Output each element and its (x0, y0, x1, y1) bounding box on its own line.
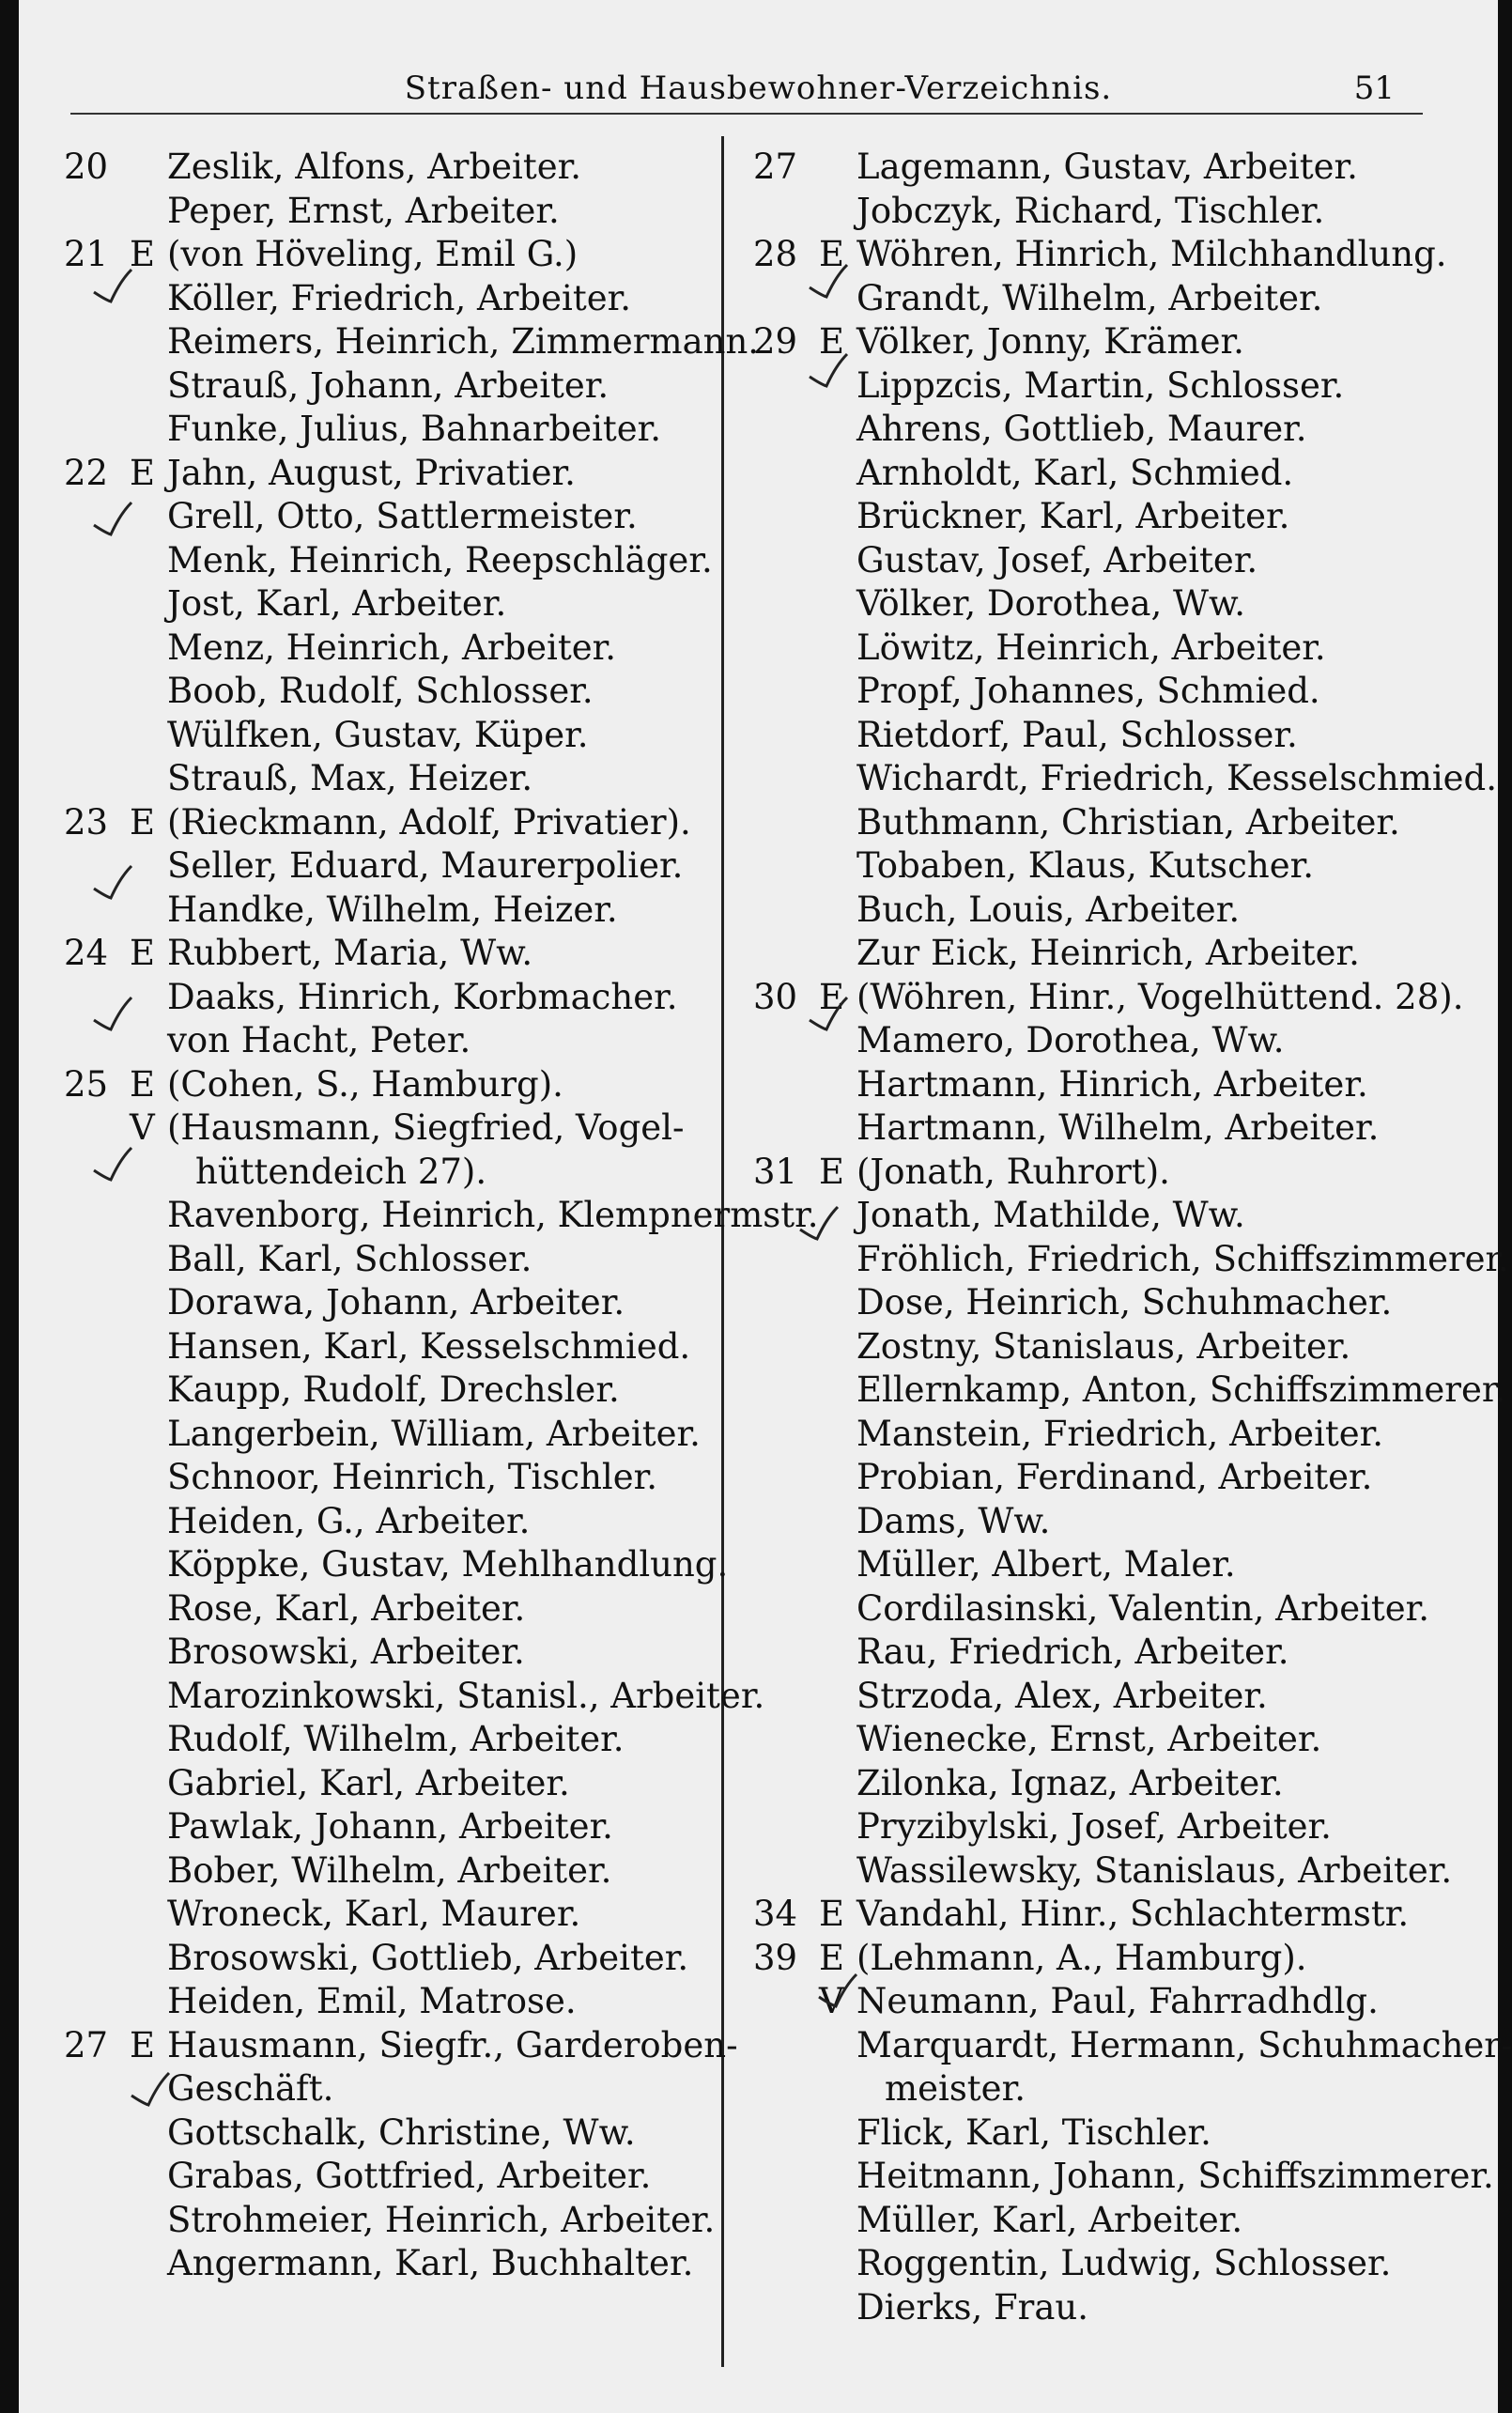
resident-text: Wroneck, Karl, Maurer. (167, 1894, 581, 1934)
resident-text: Ball, Karl, Schlosser. (167, 1238, 532, 1279)
directory-entry (64, 626, 712, 671)
resident-text: Bober, Wilhelm, Arbeiter. (167, 1849, 612, 1891)
house-number: 34 (753, 1894, 798, 1934)
house-number: 25 (64, 1063, 109, 1105)
directory-entry (64, 1369, 712, 1413)
directory-entry (64, 1762, 712, 1806)
ownership-mark: E (819, 1151, 845, 1192)
ownership-mark: E (130, 452, 156, 493)
directory-entry (64, 452, 712, 496)
directory-entry (753, 1718, 1467, 1762)
directory-entry (753, 408, 1467, 452)
resident-text: Menz, Heinrich, Arbeiter. (167, 626, 617, 668)
resident-text: Jonath, Mathilde, Ww. (856, 1195, 1245, 1235)
resident-text: Reimers, Heinrich, Zimmermann. (167, 321, 760, 362)
house-number: 24 (64, 933, 109, 973)
resident-text: Dams, Ww. (856, 1500, 1051, 1541)
directory-entry (753, 2286, 1467, 2330)
directory-entry (753, 2024, 1512, 2068)
directory-entry (753, 844, 1467, 889)
house-number: 27 (753, 147, 798, 187)
directory-entry (64, 582, 712, 626)
resident-text: Handke, Wilhelm, Heizer. (167, 889, 618, 930)
house-number: 22 (64, 452, 109, 493)
resident-text: Fröhlich, Friedrich, Schiffszimmerer. (856, 1238, 1509, 1279)
resident-text: Rubbert, Maria, Ww. (167, 933, 533, 973)
resident-text: (Lehmann, A., Hamburg). (856, 1937, 1307, 1978)
resident-text: Ravenborg, Heinrich, Klempnermstr. (167, 1195, 819, 1235)
resident-text: Flick, Karl, Tischler. (856, 2111, 1211, 2153)
resident-text: Cordilasinski, Valentin, Arbeiter. (856, 1587, 1430, 1629)
directory-entry (753, 2242, 1467, 2286)
directory-entry (753, 1106, 1467, 1151)
house-number: 31 (753, 1151, 798, 1192)
directory-entry (64, 190, 712, 234)
header-rule (70, 113, 1423, 115)
directory-entry (753, 1281, 1467, 1325)
resident-text: Pawlak, Johann, Arbeiter. (167, 1806, 613, 1847)
directory-entry (753, 1413, 1467, 1457)
directory-entry (753, 2067, 1467, 2111)
resident-text: Peper, Ernst, Arbeiter. (167, 190, 560, 231)
directory-entry (753, 364, 1467, 409)
resident-text: meister. (885, 2068, 1026, 2109)
ownership-mark: E (819, 976, 845, 1017)
directory-entry (753, 626, 1467, 671)
directory-entry (64, 670, 712, 714)
directory-entry (64, 539, 712, 583)
directory-entry (753, 539, 1467, 583)
resident-text: Rose, Karl, Arbeiter. (167, 1587, 526, 1629)
directory-entry (64, 1675, 765, 1719)
directory-entry (64, 976, 712, 1020)
page-header (19, 62, 1498, 118)
resident-text: Rau, Friedrich, Arbeiter. (856, 1632, 1289, 1672)
directory-entry (753, 1151, 1467, 1195)
ownership-mark: V (819, 1981, 844, 2021)
directory-entry (753, 1238, 1509, 1282)
ownership-mark: E (819, 1894, 845, 1934)
directory-entry (64, 2242, 712, 2286)
directory-entry (753, 932, 1467, 976)
house-number: 30 (753, 976, 798, 1017)
directory-entry (753, 1631, 1467, 1675)
house-number: 29 (753, 321, 798, 362)
house-number: 21 (64, 234, 109, 274)
resident-text: Propf, Johannes, Schmied. (856, 671, 1320, 711)
resident-text: Roggentin, Ludwig, Schlosser. (856, 2243, 1392, 2283)
directory-entry (64, 1281, 712, 1325)
right-column (753, 146, 1512, 2329)
directory-entry (64, 932, 712, 976)
directory-entry (753, 670, 1467, 714)
resident-text: Brückner, Karl, Arbeiter. (856, 496, 1290, 536)
resident-text: Löwitz, Heinrich, Arbeiter. (856, 626, 1326, 668)
directory-entry (753, 1849, 1467, 1894)
directory-entry (753, 277, 1467, 321)
ownership-mark: E (130, 234, 156, 274)
resident-text: Hartmann, Hinrich, Arbeiter. (856, 1063, 1368, 1105)
directory-entry (753, 757, 1498, 801)
resident-text: Ellernkamp, Anton, Schiffszimmerer. (856, 1369, 1506, 1410)
directory-entry (64, 1413, 712, 1457)
resident-text: (von Höveling, Emil G.) (167, 234, 579, 274)
directory-entry (64, 1937, 712, 1981)
resident-text: Buthmann, Christian, Arbeiter. (856, 801, 1400, 843)
directory-entry (64, 1456, 712, 1500)
ownership-mark: E (819, 234, 845, 274)
resident-text: hüttendeich 27). (195, 1151, 487, 1192)
ownership-mark: V (130, 1107, 155, 1148)
page-number: 51 (1353, 70, 1395, 107)
directory-entry (753, 1019, 1467, 1063)
resident-text: Gabriel, Karl, Arbeiter. (167, 1762, 570, 1803)
resident-text: Kaupp, Rudolf, Drechsler. (167, 1369, 620, 1410)
resident-text: Rudolf, Wilhelm, Arbeiter. (167, 1719, 625, 1759)
directory-entry (64, 1238, 712, 1282)
resident-text: Langerbein, William, Arbeiter. (167, 1413, 701, 1454)
resident-text: Strzoda, Alex, Arbeiter. (856, 1675, 1268, 1716)
resident-text: Probian, Ferdinand, Arbeiter. (856, 1457, 1373, 1497)
resident-text: Ahrens, Gottlieb, Maurer. (856, 409, 1307, 449)
resident-text: Grandt, Wilhelm, Arbeiter. (856, 277, 1323, 318)
resident-text: Dose, Heinrich, Schuhmacher. (856, 1282, 1393, 1323)
house-number: 39 (753, 1937, 798, 1978)
resident-text: Marozinkowski, Stanisl., Arbeiter. (167, 1675, 765, 1716)
directory-entry (64, 1718, 712, 1762)
directory-entry (753, 889, 1467, 933)
house-number: 27 (64, 2024, 109, 2065)
directory-entry (753, 452, 1467, 496)
directory-entry (64, 233, 712, 277)
directory-entry (64, 146, 712, 190)
directory-entry (64, 757, 712, 801)
directory-entry (753, 1587, 1467, 1632)
directory-entry (64, 1587, 712, 1632)
directory-entry (753, 233, 1467, 277)
resident-text: Manstein, Friedrich, Arbeiter. (856, 1413, 1384, 1454)
directory-entry (64, 1543, 729, 1587)
resident-text: Tobaben, Klaus, Kutscher. (856, 845, 1314, 886)
resident-text: Pryzibylski, Josef, Arbeiter. (856, 1806, 1332, 1847)
resident-text: Mamero, Dorothea, Ww. (856, 1020, 1285, 1060)
directory-entry (753, 1762, 1467, 1806)
page-title: Straßen- und Hausbewohner-Verzeichnis. (404, 70, 1113, 107)
resident-text: (Rieckmann, Adolf, Privatier). (167, 801, 691, 843)
resident-text: Wienecke, Ernst, Arbeiter. (856, 1719, 1322, 1759)
directory-entry (753, 1063, 1467, 1107)
directory-entry (753, 495, 1467, 539)
resident-text: Strauß, Johann, Arbeiter. (167, 364, 609, 406)
directory-entry (64, 1194, 819, 1238)
directory-entry (753, 2111, 1467, 2156)
resident-text: Dorawa, Johann, Arbeiter. (167, 1282, 625, 1323)
directory-entry (64, 1019, 712, 1063)
resident-text: Grabas, Gottfried, Arbeiter. (167, 2156, 652, 2196)
ownership-mark: E (130, 1063, 156, 1105)
resident-text: Zeslik, Alfons, Arbeiter. (167, 147, 582, 187)
directory-entry (753, 2155, 1494, 2199)
directory-entry (64, 1849, 712, 1894)
directory-entry (64, 1063, 712, 1107)
resident-text: Brosowski, Arbeiter. (167, 1632, 525, 1672)
directory-entry (753, 1369, 1506, 1413)
resident-text: Dierks, Frau. (856, 2286, 1089, 2328)
resident-text: (Wöhren, Hinr., Vogelhüttend. 28). (856, 976, 1464, 1017)
resident-text: (Cohen, S., Hamburg). (167, 1063, 563, 1105)
resident-text: Menk, Heinrich, Reepschläger. (167, 539, 713, 580)
ownership-mark: E (130, 801, 156, 843)
directory-entry (64, 495, 712, 539)
resident-text: Wichardt, Friedrich, Kesselschmied. (856, 758, 1498, 798)
directory-entry (64, 2067, 712, 2111)
resident-text: Lippzcis, Martin, Schlosser. (856, 364, 1345, 406)
resident-text: Wöhren, Hinrich, Milchhandlung. (856, 234, 1447, 274)
resident-text: Jost, Karl, Arbeiter. (167, 583, 507, 624)
resident-text: Strauß, Max, Heizer. (167, 758, 533, 798)
directory-entry (753, 1805, 1467, 1849)
resident-text: Heitmann, Johann, Schiffszimmerer. (856, 2156, 1494, 2196)
directory-entry (753, 1500, 1467, 1544)
house-number: 20 (64, 147, 109, 187)
house-number: 28 (753, 234, 798, 274)
directory-entry (64, 1500, 712, 1544)
directory-entry (64, 364, 712, 409)
resident-text: Köller, Friedrich, Arbeiter. (167, 277, 631, 318)
directory-entry (64, 320, 760, 364)
directory-entry (64, 714, 712, 758)
resident-text: Köppke, Gustav, Mehlhandlung. (167, 1544, 729, 1585)
directory-entry (64, 844, 712, 889)
resident-text: von Hacht, Peter. (167, 1020, 471, 1060)
directory-entry (753, 714, 1467, 758)
resident-text: Seller, Eduard, Maurerpolier. (167, 845, 684, 886)
directory-entry (753, 2199, 1467, 2243)
directory-entry (64, 1893, 712, 1937)
resident-text: Müller, Albert, Maler. (856, 1544, 1236, 1585)
ownership-mark: E (130, 2024, 156, 2065)
directory-entry (753, 1325, 1467, 1369)
resident-text: Jobczyk, Richard, Tischler. (856, 190, 1325, 231)
directory-entry (753, 1937, 1467, 1981)
directory-entry (64, 408, 712, 452)
resident-text: Angermann, Karl, Buchhalter. (167, 2243, 694, 2283)
resident-text: Zilonka, Ignaz, Arbeiter. (856, 1762, 1284, 1803)
resident-text: Strohmeier, Heinrich, Arbeiter. (167, 2199, 716, 2240)
resident-text: Jahn, August, Privatier. (167, 452, 576, 493)
directory-entry (753, 1194, 1467, 1238)
directory-entry (64, 1980, 712, 2024)
resident-text: Hausmann, Siegfr., Garderoben- (167, 2024, 738, 2065)
resident-text: Daaks, Hinrich, Korbmacher. (167, 976, 678, 1017)
resident-text: Marquardt, Hermann, Schuhmacher- (856, 2024, 1512, 2065)
directory-entry (64, 277, 712, 321)
house-number: 23 (64, 801, 109, 843)
resident-text: Hansen, Karl, Kesselschmied. (167, 1325, 691, 1367)
directory-entry (64, 1325, 712, 1369)
directory-entry (753, 1980, 1467, 2024)
resident-text: Lagemann, Gustav, Arbeiter. (856, 147, 1358, 187)
directory-entry (64, 1106, 712, 1151)
resident-text: Buch, Louis, Arbeiter. (856, 889, 1241, 930)
resident-text: Völker, Dorothea, Ww. (856, 583, 1246, 624)
directory-entry (753, 1543, 1467, 1587)
resident-text: (Jonath, Ruhrort). (856, 1151, 1170, 1192)
resident-text: Grell, Otto, Sattlermeister. (167, 496, 638, 536)
directory-entry (753, 1893, 1467, 1937)
resident-text: Neumann, Paul, Fahrradhdlg. (856, 1981, 1379, 2021)
directory-page (19, 0, 1512, 2413)
directory-entry (64, 2111, 712, 2156)
directory-entry (64, 2155, 712, 2199)
directory-entry (64, 801, 712, 845)
resident-text: Heiden, Emil, Matrose. (167, 1981, 577, 2021)
directory-entry (64, 1805, 712, 1849)
resident-text: Wassilewsky, Stanislaus, Arbeiter. (856, 1849, 1453, 1891)
directory-entry (753, 190, 1467, 234)
resident-text: Funke, Julius, Bahnarbeiter. (167, 409, 662, 449)
resident-text: Gottschalk, Christine, Ww. (167, 2111, 636, 2153)
resident-text: Zur Eick, Heinrich, Arbeiter. (856, 933, 1360, 973)
directory-entry (64, 1151, 712, 1195)
directory-entry (753, 320, 1467, 364)
resident-text: (Hausmann, Siegfried, Vogel- (167, 1107, 685, 1148)
directory-entry (64, 2199, 716, 2243)
resident-text: Schnoor, Heinrich, Tischler. (167, 1457, 658, 1497)
ownership-mark: E (819, 321, 845, 362)
resident-text: Heiden, G., Arbeiter. (167, 1500, 531, 1541)
directory-entry (64, 1631, 712, 1675)
resident-text: Rietdorf, Paul, Schlosser. (856, 714, 1298, 755)
resident-text: Brosowski, Gottlieb, Arbeiter. (167, 1937, 689, 1978)
resident-text: Boob, Rudolf, Schlosser. (167, 671, 594, 711)
directory-entry (753, 1456, 1467, 1500)
ownership-mark: E (819, 1937, 845, 1978)
resident-text: Hartmann, Wilhelm, Arbeiter. (856, 1107, 1380, 1148)
directory-entry (64, 2024, 738, 2068)
ownership-mark: E (130, 933, 156, 973)
resident-text: Vandahl, Hinr., Schlachtermstr. (856, 1894, 1410, 1934)
resident-text: Völker, Jonny, Krämer. (856, 321, 1244, 362)
directory-entry (753, 146, 1467, 190)
directory-entry (753, 582, 1467, 626)
directory-entry (753, 801, 1467, 845)
resident-text: Wülfken, Gustav, Küper. (167, 714, 589, 755)
resident-text: Gustav, Josef, Arbeiter. (856, 539, 1258, 580)
resident-text: Geschäft. (167, 2068, 334, 2109)
directory-entry (753, 1675, 1467, 1719)
directory-entry (753, 976, 1467, 1020)
resident-text: Müller, Karl, Arbeiter. (856, 2199, 1243, 2240)
resident-text: Zostny, Stanislaus, Arbeiter. (856, 1325, 1351, 1367)
resident-text: Arnholdt, Karl, Schmied. (856, 452, 1294, 493)
directory-entry (64, 889, 712, 933)
